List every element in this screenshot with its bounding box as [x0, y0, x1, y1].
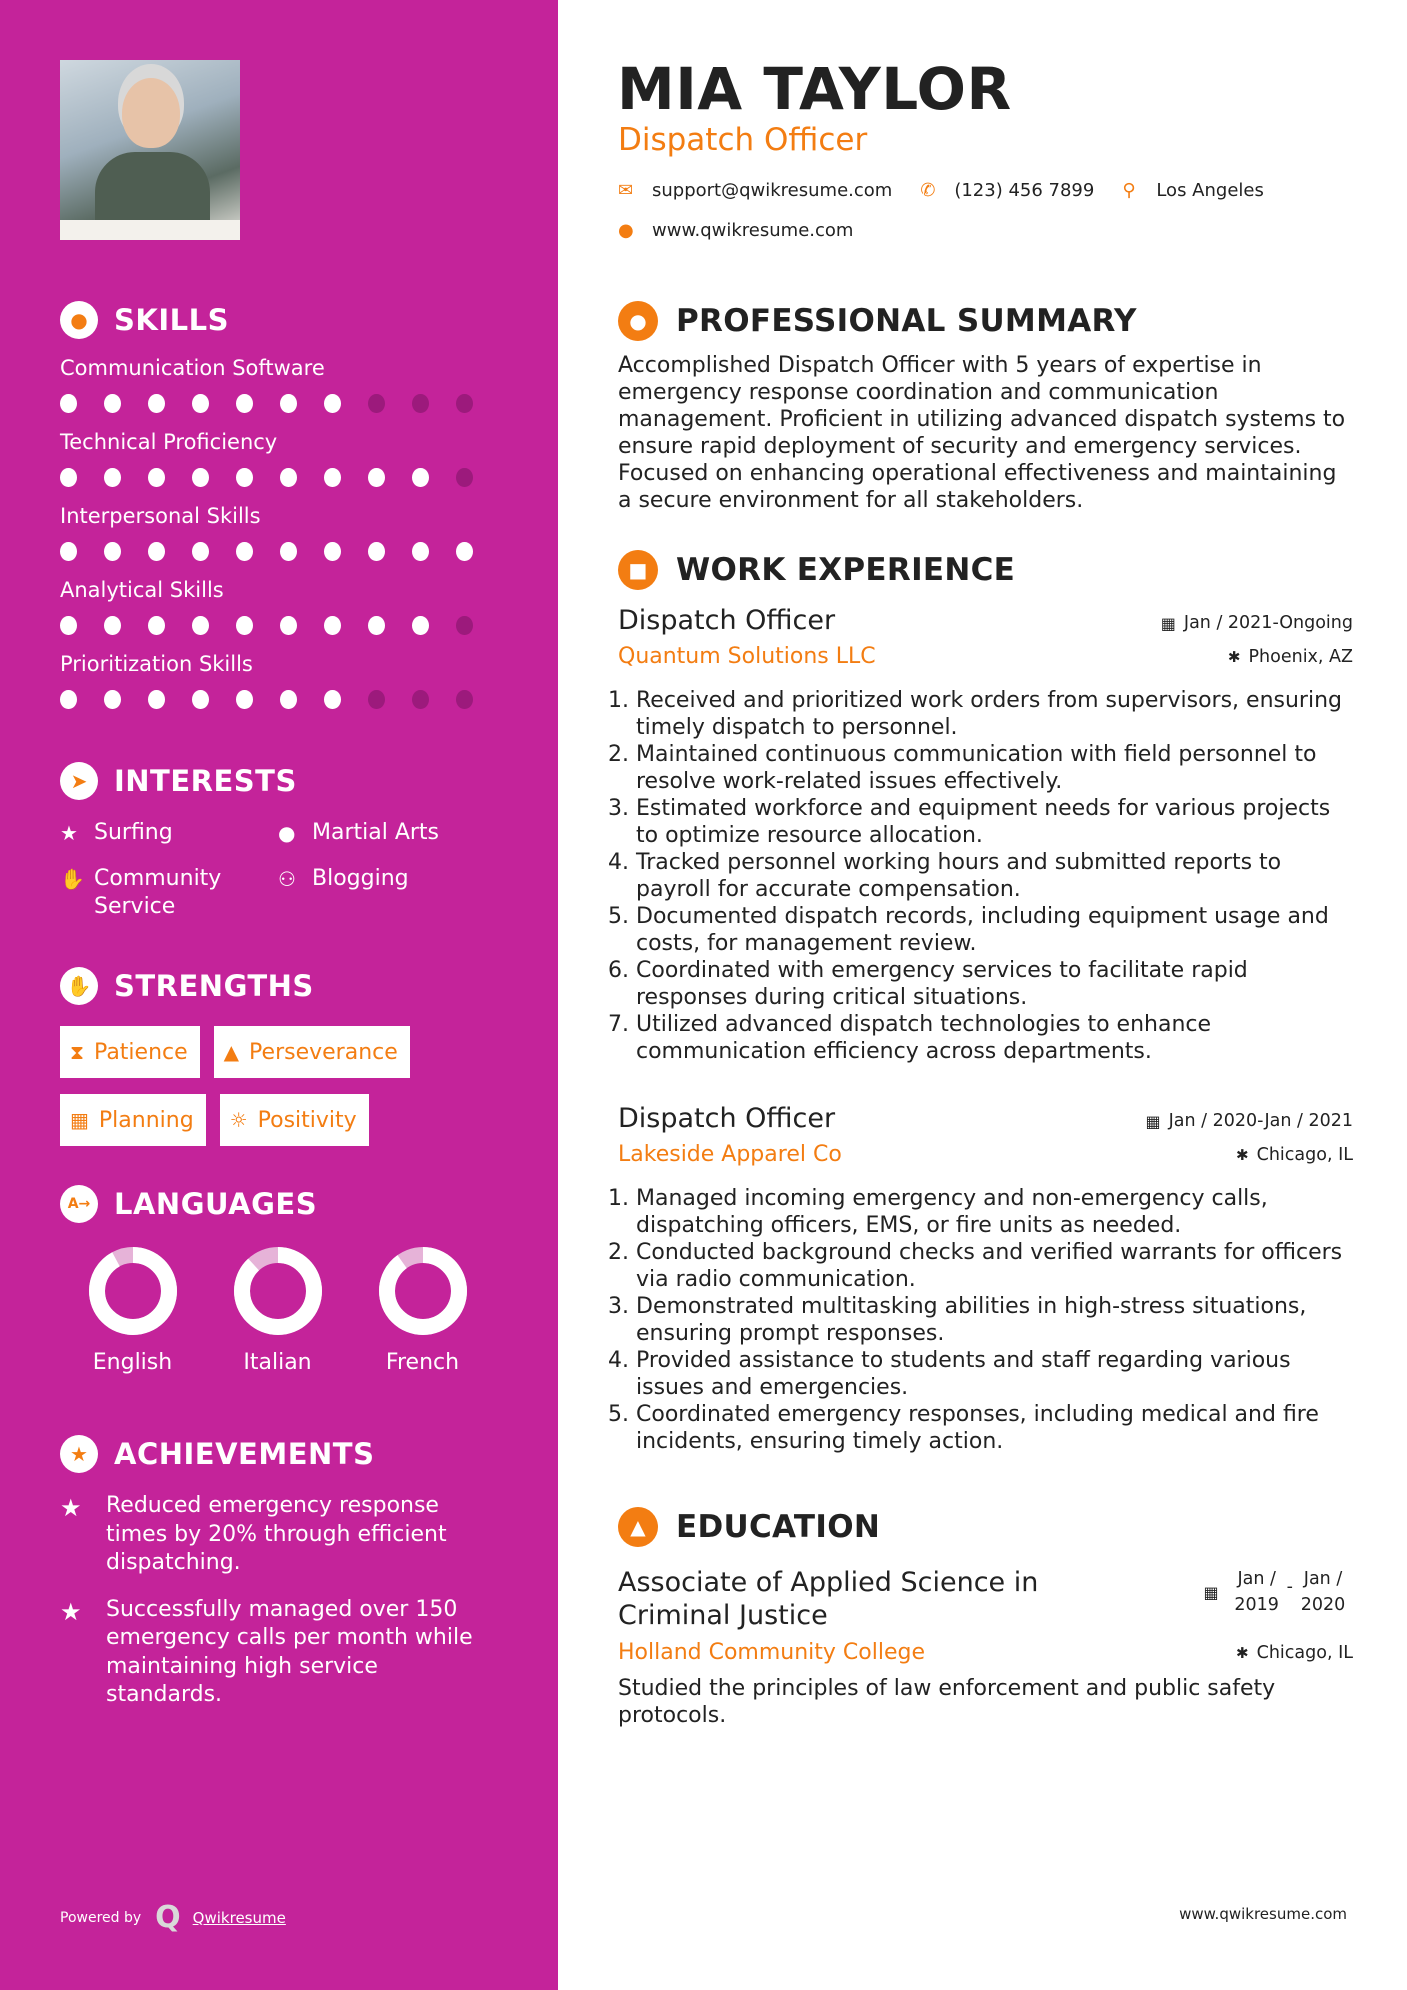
- experience-title: WORK EXPERIENCE: [676, 552, 1016, 588]
- paper-plane-icon: ➤: [60, 762, 98, 800]
- skill-name: Communication Software: [60, 356, 325, 380]
- job-date-text: Jan / 2020-Jan / 2021: [1168, 1111, 1353, 1131]
- rating-dot-filled: [104, 690, 121, 709]
- strength-chip: [220, 1094, 369, 1146]
- hand-icon: ✋: [60, 867, 85, 891]
- rating-dot-filled: [60, 690, 77, 709]
- rating-dot-filled: [192, 394, 209, 413]
- skills-title: SKILLS: [114, 303, 229, 337]
- interests-section: [60, 761, 500, 921]
- star-icon: ★: [60, 821, 78, 845]
- website-text[interactable]: www.qwikresume.com: [652, 220, 854, 241]
- strength-label: Perseverance: [249, 1039, 398, 1065]
- summary-section: [618, 300, 1353, 514]
- skill-item: [60, 578, 500, 636]
- fist-icon: ✋: [60, 967, 98, 1005]
- end-month: Jan /: [1303, 1569, 1343, 1589]
- rating-dot-filled: [60, 616, 77, 635]
- lightbulb-icon: ●: [60, 301, 98, 339]
- interest-label: Blogging: [312, 866, 409, 891]
- rating-dot-filled: [456, 542, 473, 561]
- rating-dot-filled: [412, 468, 429, 487]
- rating-dot-filled: [280, 542, 297, 561]
- skill-name: Analytical Skills: [60, 578, 224, 602]
- date-dash: -: [1286, 1577, 1293, 1597]
- translate-icon: A→: [60, 1185, 98, 1223]
- rating-dot-filled: [148, 394, 165, 413]
- school-location: Chicago, IL: [1256, 1642, 1353, 1663]
- rating-dot-filled: [324, 468, 341, 487]
- responsibility-item: 1. Received and prioritized work orders from supervisors, ensuring timely dispatch to personnel.: [636, 687, 1353, 741]
- education-dates: [1204, 1566, 1353, 1618]
- job-entry: [618, 1103, 1353, 1455]
- qwikresume-logo-icon: Q: [155, 1900, 181, 1935]
- responsibility-item: 1. Managed incoming emergency and non-emergency calls, dispatching officers, EMS, or fire units as needed.: [636, 1185, 1353, 1239]
- skill-name: Prioritization Skills: [60, 652, 253, 676]
- candidate-role: Dispatch Officer: [618, 122, 868, 158]
- powered-by: [60, 1900, 286, 1935]
- language-name: Italian: [243, 1350, 312, 1375]
- rating-dot-empty: [368, 394, 385, 413]
- responsibility-item: 6. Coordinated with emergency services to facilitate rapid responses during critical situations.: [636, 957, 1353, 1011]
- award-star-icon: ★: [60, 1435, 98, 1473]
- rating-dot-filled: [324, 542, 341, 561]
- brand-link[interactable]: Qwikresume: [192, 1908, 286, 1927]
- rating-dot-filled: [104, 542, 121, 561]
- summary-text: Accomplished Dispatch Officer with 5 years of expertise in emergency response coordination and communication management. Proficient in utilizing advanced dispatch systems to ensure rapid deployment of security and emergency services. Focused on enhancing operational effectiveness and maintaining a secure environment for all stakeholders.: [618, 353, 1346, 513]
- main-content: [558, 0, 1407, 1990]
- rating-dot-filled: [280, 468, 297, 487]
- pin-icon: ✱: [1236, 1145, 1249, 1164]
- education-title: EDUCATION: [676, 1509, 881, 1545]
- pin-icon: ✱: [1227, 647, 1241, 666]
- experience-section: [618, 549, 1353, 1455]
- location-text: Los Angeles: [1156, 180, 1264, 201]
- rating-dot-filled: [324, 616, 341, 635]
- languages-section: [60, 1184, 500, 1375]
- rating-dot-filled: [236, 394, 253, 413]
- degree-title: Associate of Applied Science in Criminal Justice: [618, 1567, 1039, 1631]
- interest-label: Community Service: [94, 866, 222, 919]
- job-dates: [1161, 613, 1353, 633]
- skill-rating: [60, 468, 500, 488]
- phone-icon: ✆: [920, 180, 936, 201]
- rating-dot-empty: [456, 394, 473, 413]
- responsibility-list: [618, 1185, 1353, 1455]
- contact-row: [618, 180, 1292, 201]
- languages-title: LANGUAGES: [114, 1187, 318, 1221]
- skill-item: [60, 430, 500, 488]
- interest-label: Surfing: [94, 820, 173, 845]
- rating-dot-filled: [368, 542, 385, 561]
- calendar-icon: ▦: [1203, 1583, 1219, 1602]
- job-title: Dispatch Officer: [618, 605, 836, 636]
- language-name: English: [92, 1350, 173, 1375]
- calendar-icon: ▦: [1145, 1111, 1161, 1131]
- rating-dot-filled: [236, 616, 253, 635]
- sidebar: [0, 0, 558, 1990]
- road-icon: ▲: [223, 1040, 240, 1064]
- users-icon: ⚇: [278, 867, 296, 891]
- globe-icon: ●: [618, 220, 634, 241]
- skills-section: [60, 300, 500, 710]
- interest-item: [278, 819, 496, 847]
- strength-label: Positivity: [257, 1107, 357, 1133]
- rating-dot-filled: [192, 542, 209, 561]
- rating-dot-filled: [104, 394, 121, 413]
- calendar-icon: ▦: [70, 1108, 89, 1132]
- graduation-cap-icon: ▲: [618, 1507, 658, 1547]
- pin-icon: ✱: [1236, 1643, 1249, 1662]
- rating-dot-filled: [412, 542, 429, 561]
- skill-item: [60, 504, 500, 562]
- responsibility-item: 2. Maintained continuous communication with field personnel to resolve work-related issues effectively.: [636, 741, 1353, 795]
- responsibility-list: [618, 687, 1353, 1065]
- start-month: Jan /: [1237, 1569, 1276, 1589]
- job-dates: [1146, 1111, 1353, 1131]
- achievements-title: ACHIEVEMENTS: [114, 1437, 375, 1471]
- end-year: 2020: [1300, 1595, 1346, 1615]
- job-location: [1228, 644, 1353, 669]
- job-date-text: Jan / 2021-Ongoing: [1183, 613, 1353, 633]
- responsibility-item: 3. Demonstrated multitasking abilities in high-stress situations, ensuring prompt responses.: [636, 1293, 1353, 1347]
- briefcase-icon: ■: [618, 550, 658, 590]
- envelope-icon: ✉: [618, 180, 634, 201]
- shooting-star-icon: ★: [60, 1597, 82, 1626]
- rating-dot-empty: [412, 690, 429, 709]
- interests-title: INTERESTS: [114, 764, 297, 798]
- hourglass-icon: ⧗: [70, 1040, 85, 1064]
- language-ring-fill: [242, 1255, 314, 1327]
- strength-label: Planning: [98, 1107, 194, 1133]
- rating-dot-filled: [236, 690, 253, 709]
- rating-dot-empty: [456, 616, 473, 635]
- job-entry: [618, 605, 1353, 1065]
- rating-dot-filled: [236, 468, 253, 487]
- globe-icon: ●: [278, 821, 296, 845]
- rating-dot-filled: [280, 690, 297, 709]
- rating-dot-filled: [60, 468, 77, 487]
- rating-dot-filled: [60, 542, 77, 561]
- skill-rating: [60, 616, 500, 636]
- interest-label: Martial Arts: [312, 820, 440, 845]
- responsibility-item: 2. Conducted background checks and verified warrants for officers via radio communication.: [636, 1239, 1353, 1293]
- interest-item: [60, 865, 278, 921]
- language-name: French: [385, 1350, 460, 1375]
- skill-item: [60, 356, 500, 414]
- summary-title: PROFESSIONAL SUMMARY: [676, 303, 1137, 339]
- rating-dot-filled: [148, 690, 165, 709]
- achievement-item: [60, 1596, 500, 1710]
- responsibility-item: 4. Provided assistance to students and staff regarding various issues and emergencies.: [636, 1347, 1353, 1401]
- rating-dot-filled: [280, 394, 297, 413]
- shooting-star-icon: ★: [60, 1494, 82, 1522]
- calendar-icon: ▦: [1160, 613, 1176, 633]
- user-icon: ●: [618, 301, 658, 341]
- skill-rating: [60, 690, 500, 710]
- interest-item: [60, 819, 278, 847]
- language-ring: [88, 1246, 178, 1336]
- strength-chip: [214, 1026, 410, 1078]
- rating-dot-filled: [148, 542, 165, 561]
- language-ring: [378, 1246, 468, 1336]
- rating-dot-filled: [104, 468, 121, 487]
- start-year: 2019: [1234, 1595, 1279, 1615]
- education-description: Studied the principles of law enforcement and public safety protocols.: [618, 1676, 1276, 1728]
- rating-dot-filled: [324, 394, 341, 413]
- responsibility-item: 4. Tracked personnel working hours and submitted reports to payroll for accurate compensation.: [636, 849, 1353, 903]
- school-name: Holland Community College: [618, 1640, 926, 1665]
- rating-dot-filled: [324, 690, 341, 709]
- candidate-name: MIA TAYLOR: [617, 55, 1012, 123]
- achievements-section: [60, 1434, 500, 1710]
- language-item: [350, 1246, 495, 1375]
- skill-item: [60, 652, 500, 710]
- skill-name: Interpersonal Skills: [60, 504, 261, 528]
- rating-dot-filled: [192, 690, 209, 709]
- strengths-title: STRENGTHS: [114, 969, 314, 1003]
- powered-label: Powered by: [60, 1909, 142, 1926]
- rating-dot-filled: [60, 394, 77, 413]
- language-ring-fill: [387, 1255, 459, 1327]
- rating-dot-empty: [412, 394, 429, 413]
- company-name: Lakeside Apparel Co: [618, 1142, 842, 1167]
- strength-chip: [60, 1094, 206, 1146]
- responsibility-item: 7. Utilized advanced dispatch technologies to enhance communication efficiency across departments.: [636, 1011, 1353, 1065]
- rating-dot-filled: [148, 468, 165, 487]
- achievement-text: Successfully managed over 150 emergency calls per month while maintaining high service standards.: [106, 1596, 473, 1707]
- rating-dot-filled: [368, 468, 385, 487]
- language-item: [60, 1246, 205, 1375]
- company-name: Quantum Solutions LLC: [618, 644, 876, 669]
- footer-url[interactable]: www.qwikresume.com: [1179, 1905, 1347, 1923]
- job-location: [1236, 1142, 1353, 1167]
- achievement-text: Reduced emergency response times by 20% through efficient dispatching.: [106, 1493, 447, 1575]
- rating-dot-empty: [456, 690, 473, 709]
- rating-dot-filled: [192, 616, 209, 635]
- strengths-section: [60, 966, 500, 1162]
- email-text[interactable]: support@qwikresume.com: [652, 180, 893, 201]
- skill-rating: [60, 394, 500, 414]
- rating-dot-filled: [148, 616, 165, 635]
- rating-dot-empty: [368, 690, 385, 709]
- responsibility-item: 5. Documented dispatch records, including equipment usage and costs, for management review.: [636, 903, 1353, 957]
- language-item: [205, 1246, 350, 1375]
- rating-dot-filled: [236, 542, 253, 561]
- rating-dot-empty: [456, 468, 473, 487]
- skill-rating: [60, 542, 500, 562]
- responsibility-item: 3. Estimated workforce and equipment needs for various projects to optimize resource allocation.: [636, 795, 1353, 849]
- sun-icon: ☼: [229, 1108, 248, 1132]
- strength-chip: [60, 1026, 200, 1078]
- profile-photo: [60, 60, 240, 240]
- responsibility-item: 5. Coordinated emergency responses, including medical and fire incidents, ensuring timely action.: [636, 1401, 1353, 1455]
- phone-text: (123) 456 7899: [954, 180, 1095, 201]
- strength-label: Patience: [94, 1039, 188, 1065]
- rating-dot-filled: [104, 616, 121, 635]
- language-ring-fill: [97, 1255, 169, 1327]
- interest-item: [278, 865, 496, 921]
- job-location-text: Phoenix, AZ: [1248, 646, 1353, 667]
- language-ring: [233, 1246, 323, 1336]
- skill-name: Technical Proficiency: [60, 430, 278, 454]
- achievement-item: [60, 1492, 500, 1578]
- map-marker-icon: ⚲: [1122, 180, 1136, 201]
- rating-dot-filled: [192, 468, 209, 487]
- rating-dot-filled: [280, 616, 297, 635]
- job-title: Dispatch Officer: [618, 1103, 836, 1134]
- rating-dot-filled: [412, 616, 429, 635]
- education-section: [618, 1506, 1353, 1729]
- rating-dot-filled: [368, 616, 385, 635]
- website-row: [618, 220, 881, 241]
- job-location-text: Chicago, IL: [1256, 1144, 1353, 1165]
